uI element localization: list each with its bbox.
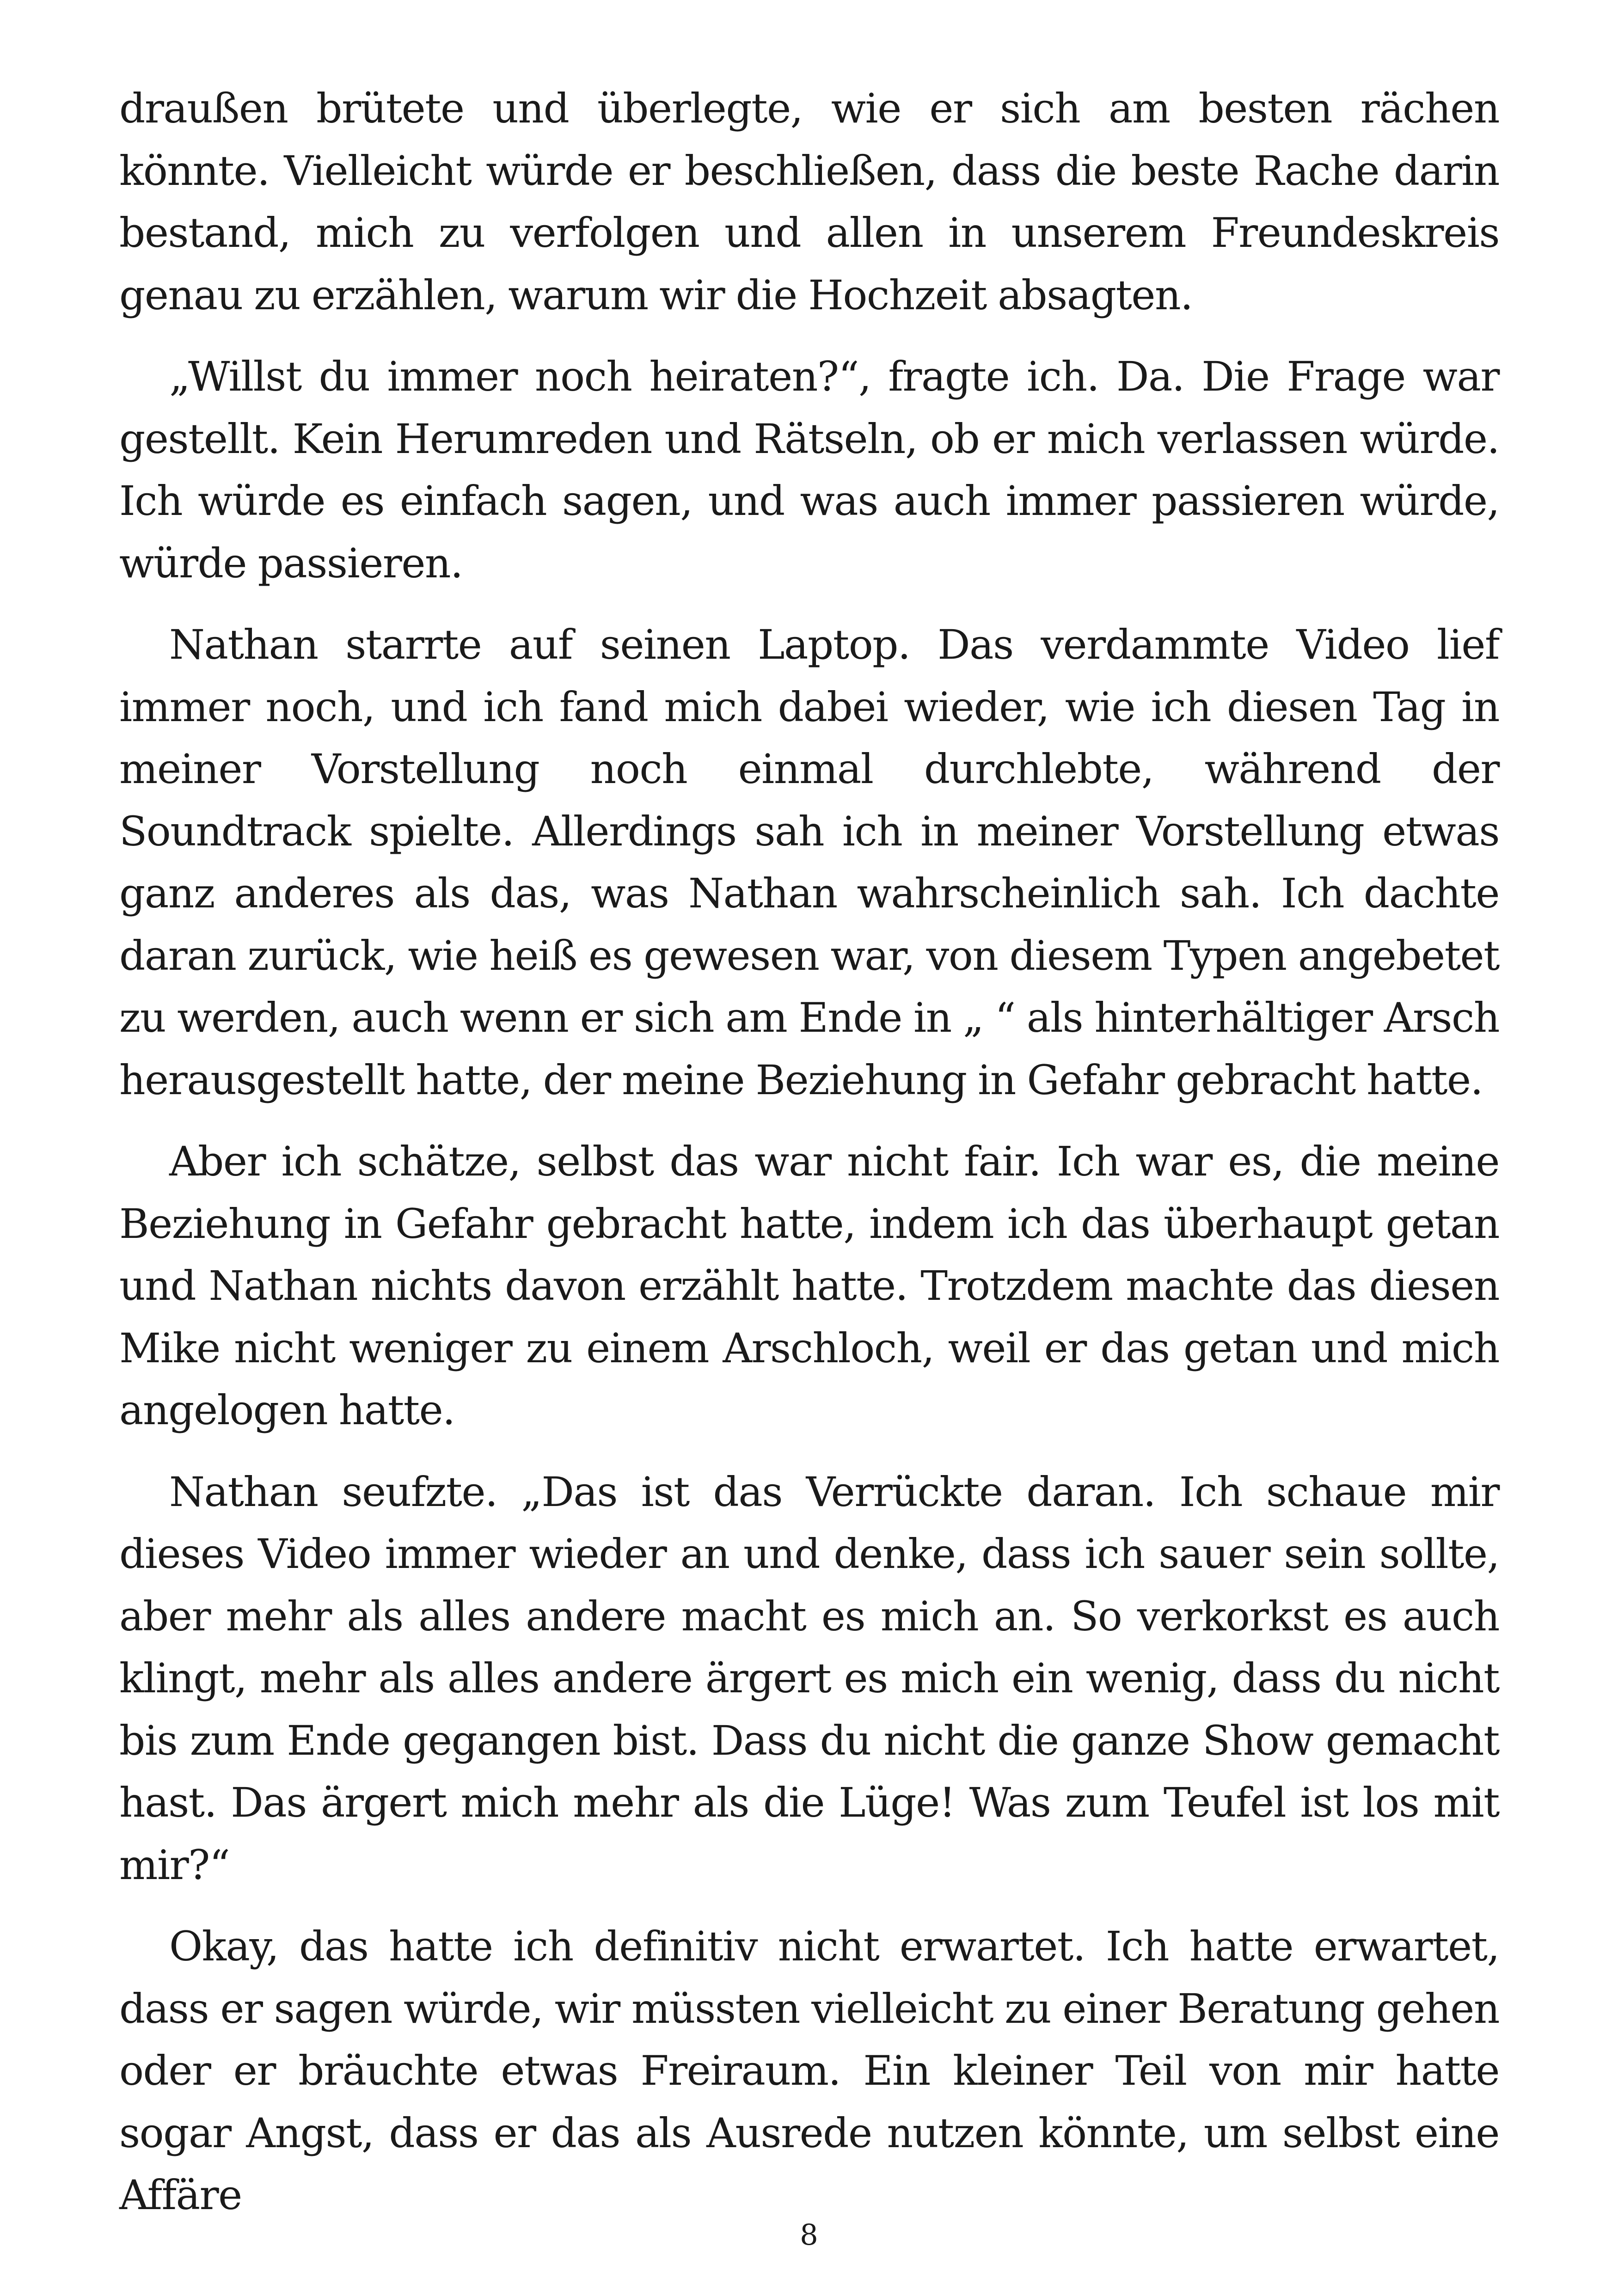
page-number: 8 [800, 2218, 818, 2252]
paragraph-4: Aber ich schätze, selbst das war nicht fair. Ich war es, die meine Beziehung in Gefahr gebracht hatte, indem ich das überhaupt getan und Nathan nichts davon erzählt hatte. Trotzdem machte das diesen Mike nicht weniger zu einem Arschloch, weil er das getan und mich angelogen hatte. [119, 1138, 1499, 1434]
paragraph-5: Nathan seufzte. „Das ist das Verrückte daran. Ich schaue mir dieses Video immer wieder an und denke, dass ich sauer sein sollte, aber mehr als alles andere macht es mich an. So verkorkst es auch klingt, mehr als alles andere ärgert es mich ein wenig, dass du nicht bis zum Ende gegangen bist. Dass du nicht die ganze Show gemacht hast. Das ärgert mich mehr als die Lüge! Was zum Teufel ist los mit mir?“ [119, 1468, 1499, 1889]
paragraph-6: Okay, das hatte ich definitiv nicht erwartet. Ich hatte erwartet, dass er sagen würde, wir müssten vielleicht zu einer Beratung gehen oder er bräuchte etwas Freiraum. Ein kleiner Teil von mir hatte sogar Angst, dass er das als Ausrede nutzen könnte, um selbst eine Affäre [119, 1923, 1499, 2219]
paragraph-1: draußen brütete und überlegte, wie er sich am besten rächen könnte. Vielleicht würde er beschließen, dass die beste Rache darin bestand, mich zu verfolgen und allen in unserem Freundeskreis genau zu erzählen, warum wir die Hochzeit absagten. [119, 85, 1499, 319]
paragraph-3: Nathan starrte auf seinen Laptop. Das verdammte Video lief immer noch, und ich fand mich dabei wieder, wie ich diesen Tag in meiner Vorstellung noch einmal durchlebte, während der Soundtrack spielte. Allerdings sah ich in meiner Vorstellung etwas ganz anderes als das, was Nathan wahrscheinlich sah. Ich dachte daran zurück, wie heiß es gewesen war, von diesem Typen angebetet zu werden, auch wenn er sich am Ende in „ “ als hinterhältiger Arsch herausgestellt hatte, der meine Beziehung in Gefahr gebracht hatte. [119, 621, 1499, 1104]
body-text [119, 78, 1499, 2246]
paragraph-2: „Willst du immer noch heiraten?“, fragte ich. Da. Die Frage war gestellt. Kein Herumreden und Rätseln, ob er mich verlassen würde. Ich würde es einfach sagen, und was auch immer passieren würde, würde passieren. [119, 353, 1499, 587]
